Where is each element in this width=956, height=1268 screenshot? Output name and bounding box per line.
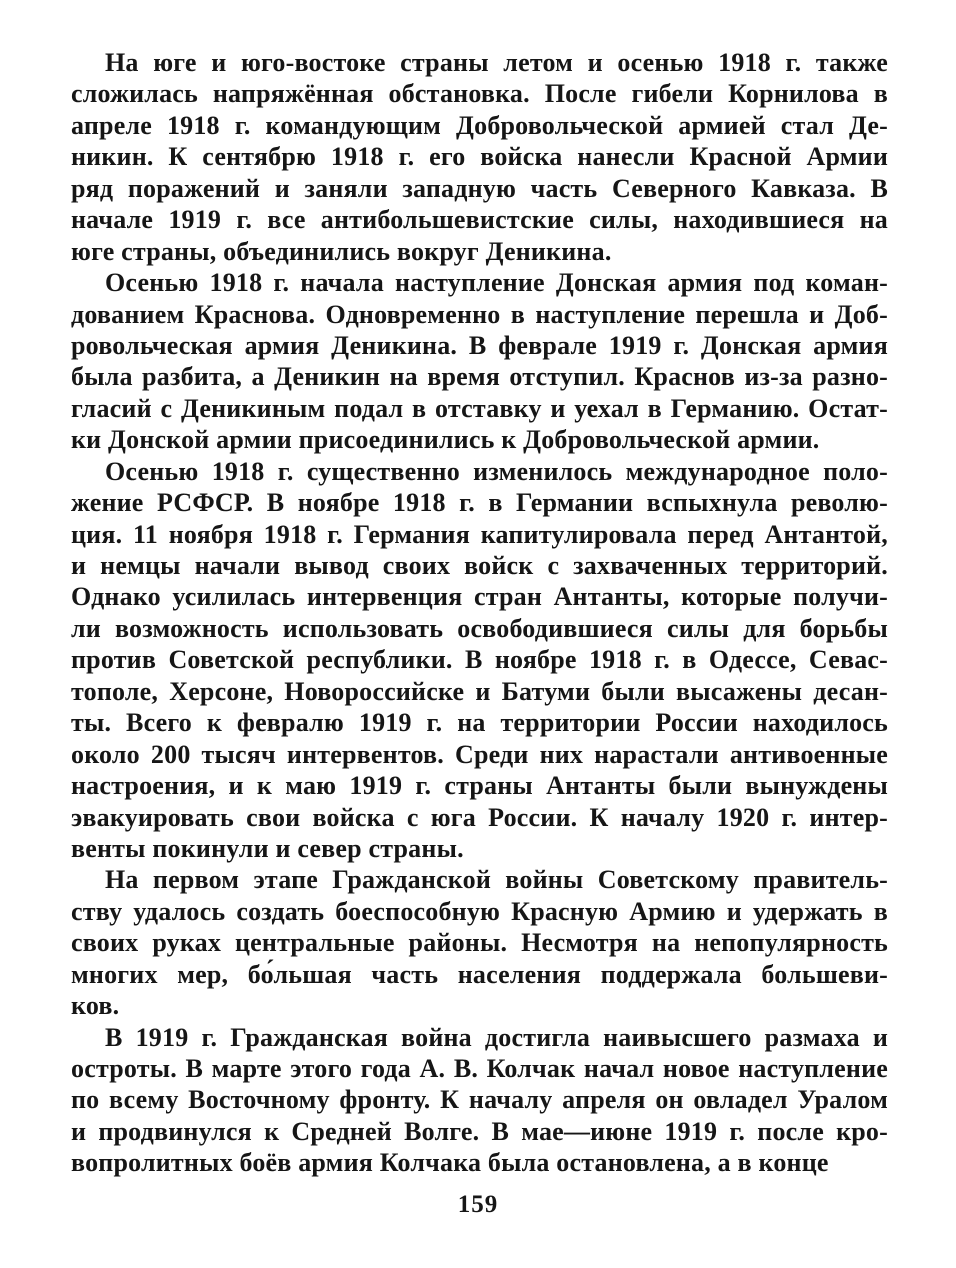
text-line: никин. К сентябрю 1918 г. его войска нанесли Красной Армии <box>71 142 888 172</box>
text-line: эвакуировать свои войска с юга России. К началу 1920 г. интер- <box>71 802 888 832</box>
page-number: 159 <box>457 1191 499 1218</box>
paragraph <box>71 267 888 456</box>
text-line: апреле 1918 г. командующим Добровольческой армией стал Де- <box>71 110 888 140</box>
text-line: начале 1919 г. все антибольшевистские силы, находившиеся на <box>71 205 888 235</box>
text-line: многих мер, бо́льшая часть населения поддержала большеви- <box>71 959 888 989</box>
text-line: настроения, и к маю 1919 г. страны Антанты были вынуждены <box>71 771 888 801</box>
text-line: ряд поражений и заняли западную часть Северного Кавказа. В <box>71 173 888 203</box>
text-line: сложилась напряжённая обстановка. После гибели Корнилова в <box>71 79 888 109</box>
text-line: На юге и юго-востоке страны летом и осенью 1918 г. также <box>105 48 888 77</box>
text-line: по всему Восточному фронту. К началу апреля он овладел Уралом <box>71 1085 888 1115</box>
text-line: ки Донской армии присоединились к Добровольческой армии. <box>71 425 820 455</box>
body-text <box>71 47 888 1179</box>
text-line: дованием Краснова. Одновременно в наступление перешла и Доб- <box>71 299 888 329</box>
text-line: жение РСФСР. В ноябре 1918 г. в Германии вспыхнула револю- <box>71 488 888 518</box>
paragraph <box>71 456 888 865</box>
text-line: Осенью 1918 г. существенно изменилось международное поло- <box>105 456 888 486</box>
text-line: тополе, Херсоне, Новороссийске и Батуми были высажены десан- <box>71 676 888 706</box>
text-line: против Советской республики. В ноябре 1918 г. в Одессе, Севас- <box>71 645 888 675</box>
text-line: была разбита, а Деникин на время отступил. Краснов из-за разно- <box>71 362 888 392</box>
paragraph <box>71 864 888 1021</box>
text-line: и продвинулся к Средней Волге. В мае—июне 1919 г. после кро- <box>71 1116 888 1146</box>
text-line: венты покинули и север страны. <box>71 833 464 863</box>
text-line: ты. Всего к февралю 1919 г. на территории России находилось <box>71 708 888 738</box>
text-line: вопролитных боёв армия Колчака была остановлена, а в конце <box>71 1148 829 1178</box>
paragraph <box>71 1022 888 1179</box>
text-line: юге страны, объединились вокруг Деникина. <box>71 236 612 266</box>
text-line: своих руках центральные районы. Несмотря на непопулярность <box>71 928 888 958</box>
text-line: В 1919 г. Гражданская война достигла наивысшего размаха и <box>105 1022 888 1052</box>
paragraph <box>71 47 888 267</box>
text-line: ков. <box>71 991 120 1021</box>
text-line: ровольческая армия Деникина. В феврале 1919 г. Донская армия <box>71 330 888 360</box>
text-line: и немцы начали вывод своих войск с захваченных территорий. <box>71 551 888 580</box>
text-line: остроты. В марте этого года А. В. Колчак начал новое наступление <box>71 1054 888 1083</box>
text-line: около 200 тысяч интервентов. Среди них нарастали антивоенные <box>71 739 888 769</box>
text-line: Однако усилилась интервенция стран Антанты, которые получи- <box>71 582 888 612</box>
text-line: ству удалось создать боеспособную Красную Армию и удержать в <box>71 896 888 926</box>
text-line: ли возможность использовать освободившиеся силы для борьбы <box>71 613 888 643</box>
text-line: ция. 11 ноября 1918 г. Германия капитулировала перед Антантой, <box>71 519 888 549</box>
text-line: Осенью 1918 г. начала наступление Донская армия под коман- <box>105 268 888 298</box>
text-line: гласий с Деникиным подал в отставку и уехал в Германию. Остат- <box>71 393 888 423</box>
text-line: На первом этапе Гражданской войны Советскому правитель- <box>105 865 888 895</box>
